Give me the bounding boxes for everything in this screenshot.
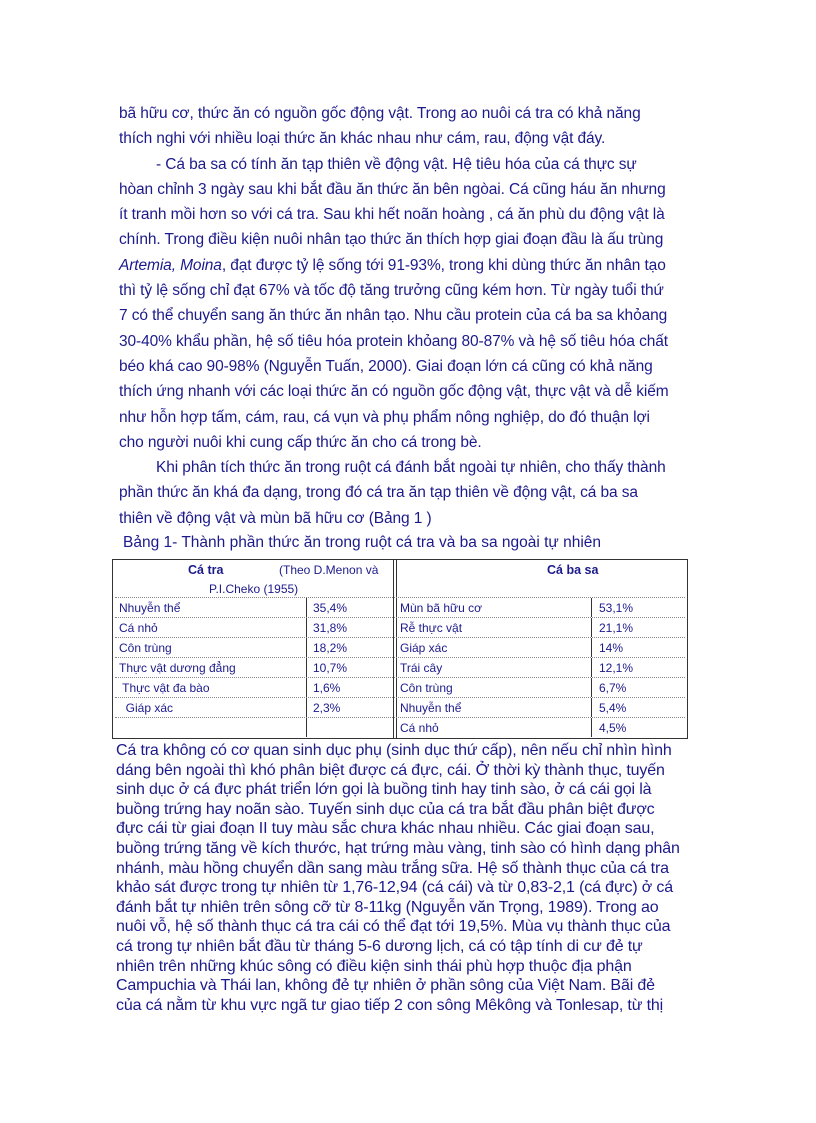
right-food-percent: 14%: [591, 638, 623, 657]
text-line: cho người nuôi khi cung cấp thức ăn cho cá trong bè.: [119, 433, 482, 451]
table-caption: Bảng 1- Thành phần thức ăn trong ruột cá tra và ba sa ngoài tự nhiên: [123, 534, 602, 551]
table-row: [113, 598, 687, 618]
right-food-percent: 5,4%: [591, 698, 626, 717]
table-row: [113, 658, 687, 678]
left-food-item: Thực vật dương đẳng: [119, 661, 236, 675]
food-composition-table: [112, 559, 688, 739]
text-line: hòan chỉnh 3 ngày sau khi bắt đầu ăn thức ăn bên ngòai. Cá cũng háu ăn nhưng: [119, 180, 666, 198]
text-line: - Cá ba sa có tính ăn tạp thiên về động vật. Hệ tiêu hóa của cá thực sự: [156, 155, 637, 173]
table-row: [113, 638, 687, 658]
left-food-item: Côn trùng: [119, 641, 172, 655]
table-row: [113, 618, 687, 638]
right-food-item: Côn trùng: [400, 681, 453, 695]
left-food-percent: [306, 718, 313, 737]
right-food-percent: 6,7%: [591, 678, 626, 697]
text-fragment: , đạt được tỷ lệ sống tới 91-93%, trong khi dùng thức ăn nhân tạo: [221, 256, 666, 274]
right-food-item: Mùn bã hữu cơ: [400, 601, 482, 615]
table-row: [113, 718, 687, 738]
left-food-percent: 1,6%: [306, 678, 340, 697]
text-line: thích ứng nhanh với các loại thức ăn có nguồn gốc động vật, thực vật và dễ kiếm: [119, 383, 669, 401]
left-food-percent: 2,3%: [306, 698, 340, 717]
left-source-line-1: (Theo D.Menon và: [279, 563, 379, 577]
text-line: đực cái từ giai đoạn II tuy màu sắc chưa khác nhau nhiều. Các giai đoạn sau,: [116, 820, 655, 838]
intro-paragraph-block: [119, 101, 699, 531]
text-line: Cá tra không có cơ quan sinh dục phụ (sinh dục thứ cấp), nên nếu chỉ nhìn hình: [116, 742, 672, 759]
left-food-percent: 35,4%: [306, 598, 347, 617]
right-food-percent: 12,1%: [591, 658, 633, 677]
left-food-item: Cá nhỏ: [119, 621, 158, 635]
text-line: thích nghi với nhiều loại thức ăn khác nhau như cám, rau, động vật đáy.: [119, 130, 606, 148]
reproduction-paragraph: [116, 741, 696, 1015]
right-food-item: Trái cây: [400, 661, 443, 675]
text-line: Campuchia và Thái lan, không đẻ tự nhiên ở phần sông của Việt Nam. Bãi đẻ: [116, 977, 655, 995]
right-food-item: Cá nhỏ: [400, 721, 439, 735]
left-column-header: Cá tra: [188, 563, 224, 577]
text-line: thì tỷ lệ sống chỉ đạt 67% và tốc độ tăng trưởng cũng kém hơn. Từ ngày tuổi thứ: [119, 282, 664, 300]
text-line: béo khá cao 90-98% (Nguyễn Tuấn, 2000). Giai đoạn lớn cá cũng có khả năng: [119, 357, 653, 375]
right-food-item: Giáp xác: [400, 641, 448, 655]
text-line: 30-40% khẩu phần, hệ số tiêu hóa protein khỏang 80-87% và hệ số tiêu hóa chất: [119, 332, 668, 350]
right-food-item: Nhuyễn thể: [400, 701, 462, 715]
right-food-percent: 53,1%: [591, 598, 633, 617]
text-line: của cá nằm từ khu vực ngã tư giao tiếp 2 con sông Mêkông và Tonlesap, từ thị: [116, 996, 664, 1014]
left-food-item: Nhuyễn thể: [119, 601, 181, 615]
text-line: chính. Trong điều kiện nuôi nhân tạo thức ăn thích hợp giai đoạn đầu là ấu trùng: [119, 231, 664, 249]
text-line: ít tranh mồi hơn so với cá tra. Sau khi hết noãn hoàng , cá ăn phù du động vật là: [119, 206, 665, 224]
left-food-percent: 31,8%: [306, 618, 347, 637]
left-food-item: Thực vật đa bào: [119, 681, 210, 695]
text-line: nhánh, màu hồng chuyển dần sang màu trắng sữa. Hệ số thành thục của cá tra: [116, 859, 669, 877]
text-line: 7 có thể chuyển sang ăn thức ăn nhân tạo. Nhu cầu protein của cá ba sa khỏang: [119, 307, 668, 325]
left-food-percent: 18,2%: [306, 638, 347, 657]
text-line: bã hữu cơ, thức ăn có nguồn gốc động vật. Trong ao nuôi cá tra có khả năng: [119, 105, 641, 122]
text-line: như hỗn hợp tấm, cám, rau, cá vụn và phụ phẩm nông nghiệp, do đó thuận lợi: [119, 408, 650, 426]
left-source-line-2: P.I.Cheko (1955): [209, 582, 299, 596]
right-food-percent: 4,5%: [591, 718, 626, 737]
text-line: phần thức ăn khá đa dạng, trong đó cá tra ăn tạp thiên về động vật, cá ba sa: [119, 484, 638, 502]
right-food-item: Rễ thực vật: [400, 621, 463, 635]
table-row: [113, 678, 687, 698]
text-line: đánh bắt tự nhiên trên sông cỡ từ 8-11kg (Nguyễn văn Trọng, 1989). Trong ao: [116, 898, 659, 916]
text-line: buồng trứng hay noãn sào. Tuyến sinh dục của cá tra bắt đầu phân biệt được: [116, 800, 655, 818]
text-line: nuôi vỗ, hệ số thành thục cá tra cái có thể đạt tới 19,5%. Mùa vụ thành thục của: [116, 918, 671, 936]
text-line: [119, 253, 699, 278]
text-line: khảo sát được trong tự nhiên từ 1,76-12,94 (cá cái) và từ 0,83-2,1 (cá đực) ở cá: [116, 879, 674, 897]
left-food-percent: 10,7%: [306, 658, 347, 677]
left-food-item: Giáp xác: [119, 701, 174, 715]
text-line: nhiên trên những khúc sông có điều kiện sinh thái phù hợp thuộc địa phận: [116, 957, 632, 975]
species-italic: Artemia, Moina: [119, 256, 222, 274]
right-food-percent: 21,1%: [591, 618, 633, 637]
text-line: cá trong tự nhiên bắt đầu từ tháng 5-6 dương lịch, cá có tập tính di cư đẻ tự: [116, 937, 643, 955]
text-line: thiên về động vật và mùn bã hữu cơ (Bảng 1 ): [119, 509, 432, 527]
right-column-header: Cá ba sa: [547, 563, 599, 577]
table-row: [113, 698, 687, 718]
text-line: dáng bên ngoài thì khó phân biệt được cá đực, cái. Ở thời kỳ thành thục, tuyến: [116, 761, 665, 779]
text-line: buồng trứng tăng về kích thước, hạt trứng màu vàng, tinh sào có hình dạng phân: [116, 839, 680, 857]
text-line: Khi phân tích thức ăn trong ruột cá đánh bắt ngoài tự nhiên, cho thấy thành: [156, 459, 666, 477]
text-line: sinh dục ở cá đực phát triển lớn gọi là buồng tinh hay tinh sào, ở cá cái gọi là: [116, 781, 652, 799]
